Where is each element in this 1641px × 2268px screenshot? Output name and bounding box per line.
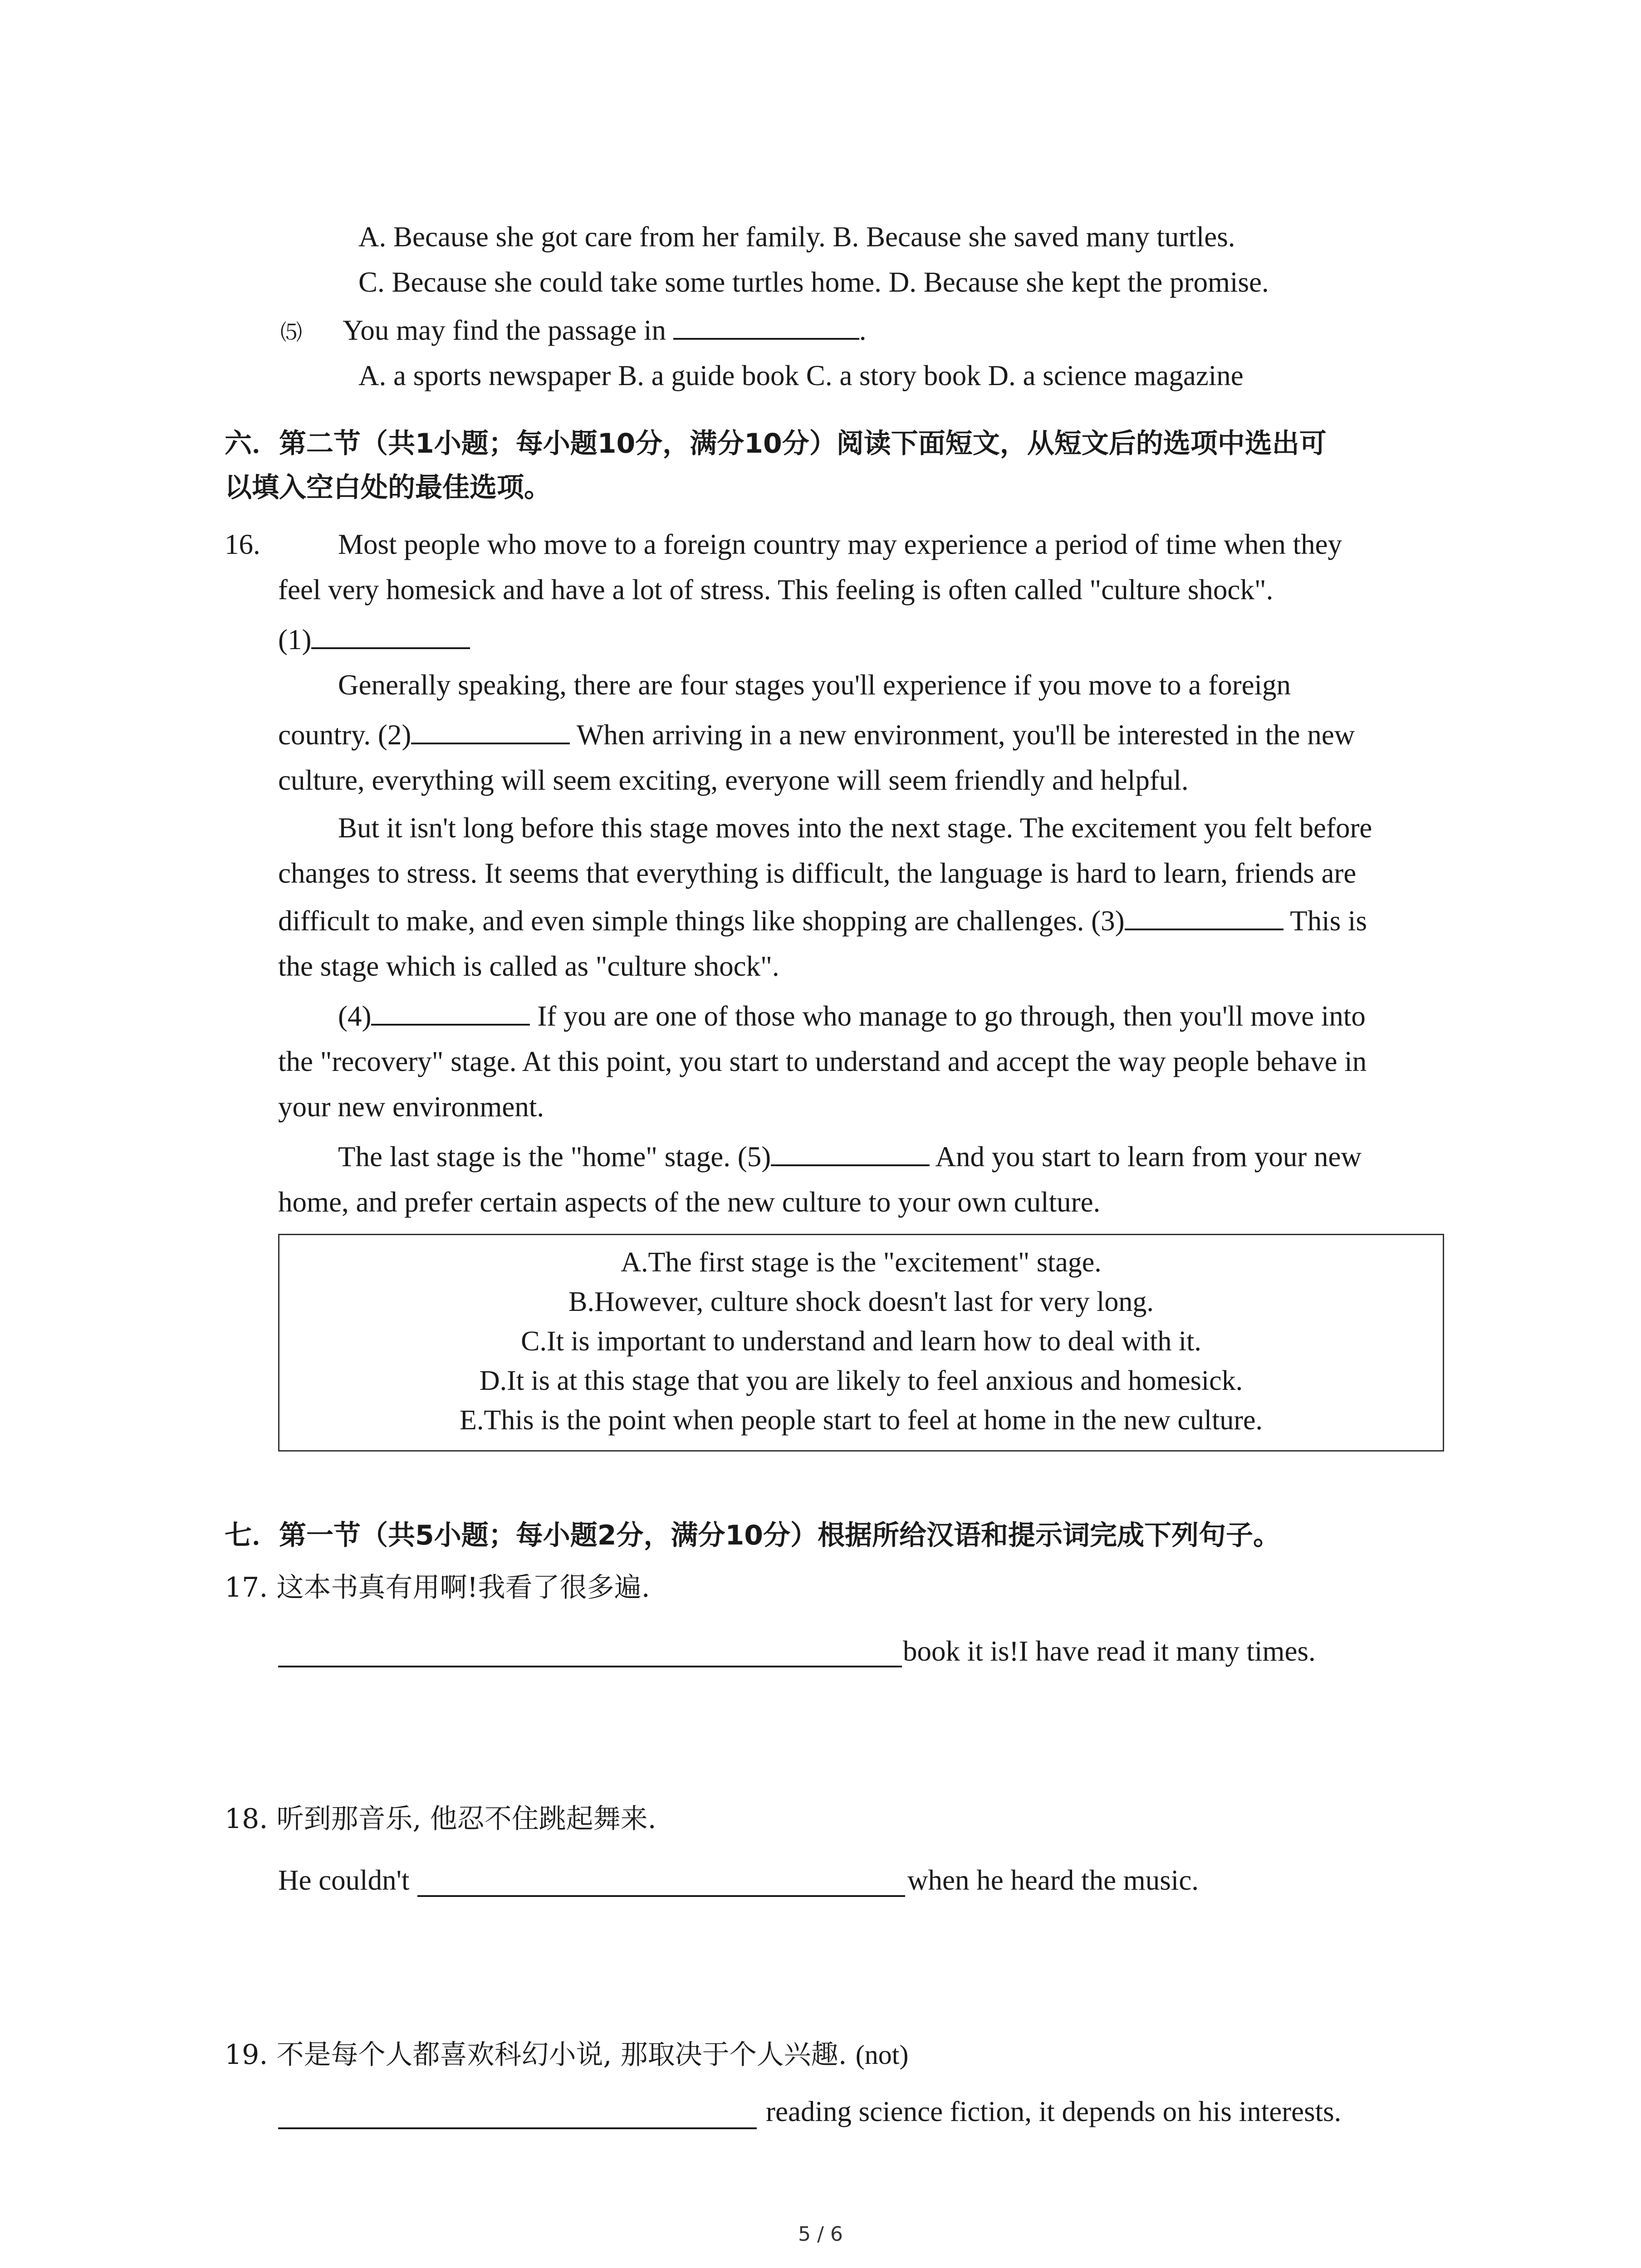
q15-options-line1: A. Because she got care from her family. B. Because she saved many turtles. (358, 221, 1235, 253)
q16-p5-line2: home, and prefer certain aspects of the new culture to your own culture. (278, 1186, 1101, 1218)
answer-line[interactable] (417, 1895, 905, 1897)
chinese-prompt: 这本书真有用啊!我看了很多遍. (276, 1572, 650, 1603)
q17-english: book it is!I have read it many times. (903, 1635, 1316, 1667)
answer-blank[interactable] (771, 1139, 930, 1166)
q15-options-line2: C. Because she could take some turtles home. D. Because she kept the promise. (358, 266, 1269, 298)
q16-p3-line4: the stage which is called as "culture shock". (278, 950, 779, 982)
q16-p3-line1: But it isn't long before this stage moves into the next stage. The excitement you felt before (338, 812, 1372, 844)
answer-blank[interactable] (1125, 903, 1283, 930)
q16-p5-line1 (338, 1139, 1362, 1175)
q16-p4-line1 (338, 998, 1366, 1034)
text-segment: difficult to make, and even simple things like shopping are challenges. (3) (278, 905, 1125, 937)
text-segment: If you are one of those who manage to go through, then you'll move into (530, 1000, 1366, 1032)
options-box (278, 1234, 1444, 1452)
page-number: 5 / 6 (798, 2223, 843, 2246)
answer-blank[interactable] (673, 313, 859, 340)
question-number: 17. (225, 1572, 268, 1603)
option-d: D.It is at this stage that you are likely to feel anxious and homesick. (479, 1365, 1243, 1396)
option-b: B.However, culture shock doesn't last for very long. (568, 1286, 1154, 1317)
q16-p1-line1: Most people who move to a foreign country may experience a period of time when they (338, 528, 1342, 560)
section7-header: 七．第一节（共5小题；每小题2分，满分10分）根据所给汉语和提示词完成下列句子。 (225, 1520, 1280, 1551)
text-segment: And you start to learn from your new (930, 1141, 1362, 1173)
sub-number: ⑸ (280, 320, 303, 345)
text-segment: This is (1283, 905, 1367, 937)
option-e: E.This is the point when people start to feel at home in the new culture. (460, 1405, 1263, 1436)
answer-blank[interactable] (311, 622, 470, 649)
q16-blank1 (278, 621, 470, 658)
q16-p1-line2: feel very homesick and have a lot of stress. This feeling is often called "culture shock". (278, 574, 1274, 606)
q19-english: reading science fiction, it depends on his interests. (766, 2096, 1342, 2127)
q16-p4-line2: the "recovery" stage. At this point, you start to understand and accept the way people behave in (278, 1046, 1367, 1077)
section6-header-line1: 六．第二节（共1小题；每小题10分，满分10分）阅读下面短文，从短文后的选项中选出可 (225, 428, 1327, 459)
section6-header-line2: 以填入空白处的最佳选项。 (225, 472, 551, 503)
q19-prompt (225, 2037, 908, 2073)
option-c: C.It is important to understand and learn how to deal with it. (521, 1326, 1201, 1357)
answer-blank[interactable] (411, 717, 570, 744)
answer-line[interactable] (278, 2127, 757, 2129)
text-segment: (4) (338, 1000, 372, 1032)
q15-sub5-options: A. a sports newspaper B. a guide book C. a story book D. a science magazine (358, 360, 1244, 391)
hint-word: (not) (855, 2040, 909, 2070)
q16-p3-line2: changes to stress. It seems that everything is difficult, the language is hard to learn, friends are (278, 857, 1357, 889)
q16-p3-line3 (278, 903, 1367, 939)
question-number: 18. (225, 1803, 268, 1835)
q18-english-tail: when he heard the music. (907, 1864, 1199, 1896)
answer-blank[interactable] (371, 998, 530, 1026)
q16-p2-line2 (278, 717, 1355, 753)
chinese-prompt: 不是每个人都喜欢科幻小说, 那取决于个人兴趣. (276, 2039, 847, 2071)
q16-number: 16. (225, 528, 260, 560)
sub5-period: . (859, 314, 867, 346)
q15-sub5 (280, 312, 866, 351)
q17-prompt (225, 1569, 650, 1606)
chinese-prompt: 听到那音乐, 他忍不住跳起舞来. (276, 1803, 656, 1835)
question-number: 19. (225, 2039, 268, 2071)
q16-p2-line1: Generally speaking, there are four stages you'll experience if you move to a foreign (338, 669, 1291, 701)
text-segment: The last stage is the "home" stage. (5) (338, 1141, 771, 1173)
option-a: A.The first stage is the "excitement" stage. (621, 1247, 1102, 1278)
text-segment: country. (2) (278, 719, 411, 751)
answer-line[interactable] (278, 1666, 902, 1667)
text-segment: When arriving in a new environment, you'll be interested in the new (570, 719, 1355, 751)
q16-p2-line3: culture, everything will seem exciting, everyone will seem friendly and helpful. (278, 764, 1189, 796)
q18-english-head: He couldn't (278, 1864, 410, 1896)
sub5-stem: You may find the passage in (343, 314, 666, 346)
blank-label: (1) (278, 624, 312, 655)
q16-p4-line3: your new environment. (278, 1091, 544, 1123)
q18-prompt (225, 1801, 656, 1837)
